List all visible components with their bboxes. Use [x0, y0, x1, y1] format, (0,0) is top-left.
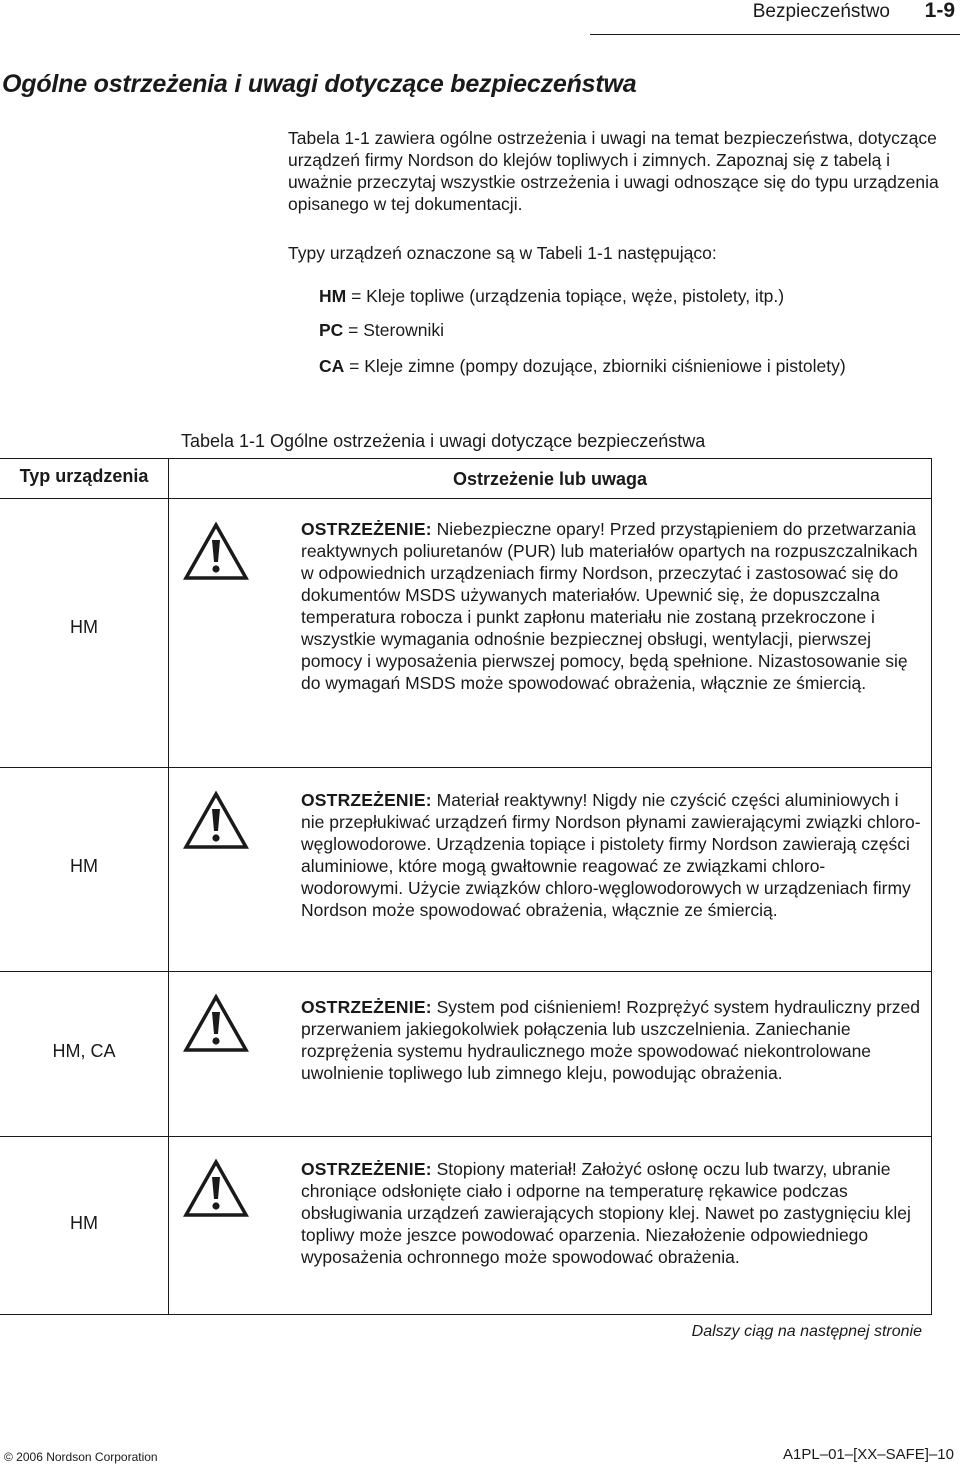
device-type-cell: HM, CA: [52, 1041, 116, 1061]
device-type-cell: HM: [70, 617, 98, 637]
intro-paragraph: Tabela 1-1 zawiera ogólne ostrzeżenia i uwagi na temat bezpieczeństwa, dotyczące urządzeń firmy Nordson do klejów topliwych i zimnych. Zapoznaj się z tabelą i uważnie przeczytaj wszystkie ostrzeżenia i uwagi odnoszące się do typu urządzenia opisanego w tej dokumentacji.: [288, 128, 939, 214]
column-header-device: Typ urządzenia: [19, 466, 149, 486]
device-type-cell: HM: [70, 856, 98, 876]
device-type-cell: HM: [70, 1213, 98, 1233]
warning-text: [301, 518, 923, 694]
table-column-rule: [168, 458, 169, 1314]
footer-document-reference: A1PL–01–[XX–SAFE]–10: [783, 1446, 954, 1463]
table-bottom-rule: [0, 1314, 932, 1315]
type-definition-hm: [319, 286, 784, 307]
header-rule: [590, 34, 960, 35]
footer-copyright: © 2006 Nordson Corporation: [4, 1450, 158, 1464]
table-top-rule: [0, 458, 932, 459]
warning-text: [301, 1158, 923, 1268]
warning-triangle-icon: [183, 993, 249, 1053]
types-intro: Typy urządzeń oznaczone są w Tabeli 1-1 następująco:: [288, 243, 717, 263]
section-title: Ogólne ostrzeżenia i uwagi dotyczące bezpieczeństwa: [2, 70, 637, 98]
type-code: HM: [319, 286, 347, 306]
type-definition-pc: [319, 320, 444, 341]
row-divider: [0, 1136, 932, 1137]
type-description: = Kleje topliwe (urządzenia topiące, węże, pistolety, itp.): [346, 286, 785, 306]
type-description: = Sterowniki: [343, 320, 444, 340]
table-header-rule: [0, 498, 932, 499]
continued-note: Dalszy ciąg na następnej stronie: [691, 1323, 922, 1340]
warning-text: [301, 996, 923, 1084]
warning-label: OSTRZEŻENIE:: [301, 1159, 432, 1179]
warning-triangle-icon: [183, 790, 249, 850]
warning-body: System pod ciśnieniem! Rozprężyć system hydrauliczny przed przerwaniem jakiegokolwiek połączenia lub uszczelnienia. Zaniechanie rozprężenia systemu hydraulicznego może spowodować niekontrolowane uwolnienie topliwego lub zimnego kleju, powodując obrażenia.: [301, 997, 920, 1083]
warning-triangle-icon: [183, 521, 249, 581]
row-divider: [0, 971, 932, 972]
warning-body: Materiał reaktywny! Nigdy nie czyścić części aluminiowych i nie przepłukiwać urządzeń firmy Nordson płynami zawierającymi związki chloro-węglowodorowe. Urządzenia topiące i pistolety firmy Nordson zawierają części aluminiowe, które mogą gwałtownie reagować ze związkami chloro-wodorowymi. Użycie związków chloro-węglowodorowych w urządzeniach firmy Nordson może spowodować obrażenia, włącznie ze śmiercią.: [301, 790, 921, 920]
type-definition-ca: [319, 356, 846, 377]
warning-label: OSTRZEŻENIE:: [301, 997, 432, 1017]
warning-label: OSTRZEŻENIE:: [301, 790, 432, 810]
type-description: = Kleje zimne (pompy dozujące, zbiorniki ciśnieniowe i pistolety): [344, 356, 846, 376]
page-number: 1-9: [924, 0, 955, 22]
table-caption: Tabela 1-1 Ogólne ostrzeżenia i uwagi dotyczące bezpieczeństwa: [181, 431, 706, 451]
warning-text: [301, 789, 923, 921]
warning-body: Stopiony materiał! Założyć osłonę oczu lub twarzy, ubranie chroniące odsłonięte ciało i odporne na temperaturę rękawice podczas obsługiwania urządzeń zawierających stopiony klej. Nawet po zastygnięciu klej topliwy może jeszce powodować oparzenia. Niezałożenie odpowiedniego wyposażenia ochronnego może spowodować obrażenia.: [301, 1159, 911, 1267]
column-header-warning: Ostrzeżenie lub uwaga: [452, 469, 648, 489]
warning-triangle-icon: [183, 1158, 249, 1218]
warning-body: Niebezpieczne opary! Przed przystąpieniem do przetwarzania reaktywnych poliuretanów (PUR) lub materiałów opartych na rozpuszczalnikach w odpowiednich urządzeniach firmy Nordson, przeczytać i zastosować się do dokumentów MSDS używanych materiałów. Upewnić się, że dopuszczalna temperatura robocza i punkt zapłonu materiału nie zostaną przekroczone i wszystkie wymagania odnośnie bezpiecznej obsługi, wentylacji, pierwszej pomocy i wyposażenia pierwszej pomocy, będą spełnione. Nizastosowanie się do wymagań MSDS może spowodować obrażenia, włącznie ze śmiercią.: [301, 519, 918, 693]
row-divider: [0, 767, 932, 768]
type-code: PC: [319, 320, 344, 340]
table-right-rule: [931, 458, 932, 1314]
running-header-title: Bezpieczeństwo: [752, 1, 890, 22]
warning-label: OSTRZEŻENIE:: [301, 519, 432, 539]
type-code: CA: [319, 356, 345, 376]
